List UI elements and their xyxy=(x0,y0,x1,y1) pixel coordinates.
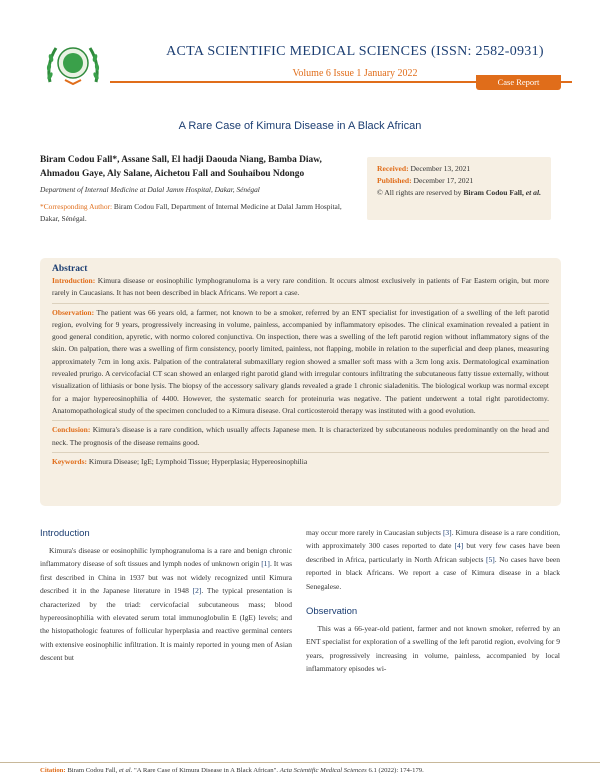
introduction-text xyxy=(40,544,292,665)
rights-prefix: © All rights are reserved by xyxy=(377,188,462,197)
citation-details: 6.1 (2022): 174-179. xyxy=(368,767,424,774)
article-type-badge: Case Report xyxy=(476,75,561,90)
keywords-label: Keywords: xyxy=(52,456,87,466)
abstract-conclusion-text: Kimura's disease is a rare condition, which usually affects Japanese men. It is characterized by subcutaneous nodules predominantly on the head and neck. The prognosis of the disease remains good. xyxy=(52,425,549,447)
introduction-continued xyxy=(306,526,560,593)
citation-label: Citation: xyxy=(40,767,66,774)
abstract-intro-text: Kimura disease or eosinophilic lymphogranuloma is a very rare condition. It occurs almost exclusively in patients of Far Eastern origin, but more rarely in Caucasians. It has not been described in black Africans. We report a case. xyxy=(52,276,549,298)
observation-text xyxy=(306,622,560,676)
citation-authors: Biram Codou Fall, xyxy=(67,767,118,774)
observation-sentence: This was a 66-year-old patient, farmer and not known smoker, referred by an ENT specialist for exploration of a swelling of the left parotid region, evolving for 9 years, progressively increasing in volume, painless, accompanied by local inflammatory episodes wi- xyxy=(306,624,561,674)
journal-logo-icon xyxy=(44,42,102,86)
abstract-observation xyxy=(52,307,549,418)
intro-sentence: but very few cases have been described in Africa, particularly in North African subjects xyxy=(306,541,561,564)
intro-sentence: . The typical presentation is characterized by the triad: cervicofacial subcutaneous mass; blood hypereosinophilia with elevated serum total immunoglobulin E (IgE) levels; and the histopathologic features of follicular hyperplasia and reactive germinal centers with extensive eosinophilic infiltration. It is mainly reported in young men of Asian descent but xyxy=(40,586,292,663)
abstract-divider xyxy=(52,452,549,453)
received-date: December 13, 2021 xyxy=(410,164,471,173)
citation-etal: et al. xyxy=(118,767,133,774)
intro-sentence: . It was first described in China in 1937 but was not widely recognized until Kimura described it in the Japanese literature in 1948 xyxy=(40,559,292,596)
issue-info: Volume 6 Issue 1 January 2022 xyxy=(292,68,418,79)
reference-link[interactable]: [1] xyxy=(261,559,270,569)
observation-heading: Observation xyxy=(306,606,358,617)
abstract-box xyxy=(40,258,561,506)
rights-line xyxy=(377,187,551,199)
keywords-text: Kimura Disease; IgE; Lymphoid Tissue; Hyperplasia; Hypereosinophilia xyxy=(88,456,308,466)
abstract-keywords xyxy=(52,456,549,468)
rights-holder: Biram Codou Fall, xyxy=(463,188,524,197)
abstract-obs-text: The patient was 66 years old, a farmer, not known to be a smoker, referred by an ENT specialist for investigation of a swelling of the left parotid region, evolving for 9 years, progressively increasing in volume, painless, accompanied by inflammatory episodes. The clinical examination revealed a patient in good general condition, apyretic, with normo colored conjunctiva. On inspection, there was a swelling of the left parotid region without inflammatory signs of the skin. On palpation, there was a swelling of firm consistency, poorly limited, painless, not flapping, mobile in relation to the superficial and deep planes, measuring approximately 7cm in long axis. Palpation of the contralateral submaxillary region showed a smaller soft mass with a 3cm long axis. Dermatological examination revealed prurigo. A cervicofacial CT scan showed an enlarged right parotid gland with irregular contours infiltrating the subcutaneous fatty tissue externally, without visualization of lithiasis or bone lysis. The biopsy of the accessory salivary glands revealed a grade 1 chronic sialadenitis. The biological workup was normal except for a major hypereosinophilia of 4400. However, the systematic search for proteinuria was negative. The patient underwent a total right parotidectomy. Anatomopathological study of the specimen concluded to a Kimura disease. Oral corticosteroid therapy was instituted with a good evolution. xyxy=(52,307,549,415)
intro-sentence: . Kimura disease is a rare condition, with approximately 300 cases reported to date xyxy=(306,528,561,551)
abstract-obs-label: Observation: xyxy=(52,307,95,317)
published-date: December 17, 2021 xyxy=(413,176,474,185)
citation-footer xyxy=(40,767,570,774)
introduction-heading: Introduction xyxy=(40,528,90,539)
journal-title: ACTA SCIENTIFIC MEDICAL SCIENCES (ISSN: 2582-0931) xyxy=(166,44,544,59)
abstract-introduction xyxy=(52,275,549,300)
rights-etal: et al. xyxy=(525,188,541,197)
published-line xyxy=(377,175,551,187)
received-label: Received: xyxy=(377,164,409,173)
dates-box xyxy=(367,157,551,220)
corresponding-text: Biram Codou Fall, Department of Internal Medicine at Dalal Jamm Hospital, Dakar, Sénégal. xyxy=(40,202,342,223)
footer-divider xyxy=(0,762,600,763)
published-label: Published: xyxy=(377,176,412,185)
affiliation: Department of Internal Medicine at Dalal Jamm Hospital, Dakar, Sénégal xyxy=(40,185,260,194)
abstract-divider xyxy=(52,303,549,304)
abstract-intro-label: Introduction: xyxy=(52,276,96,285)
corresponding-label: *Corresponding Author: xyxy=(40,202,113,211)
citation-title: "A Rare Case of Kimura Disease in A Black African". xyxy=(134,767,279,774)
author-list: Biram Codou Fall*, Assane Sall, El hadji Daouda Niang, Bamba Diaw, Ahmadou Gaye, Aly Salane, Aichetou Fall and Souhaibou Ndongo xyxy=(40,155,322,179)
reference-link[interactable]: [3] xyxy=(442,528,452,537)
reference-link[interactable]: [4] xyxy=(454,541,464,551)
abstract-heading: Abstract xyxy=(52,264,88,274)
abstract-conclusion-label: Conclusion: xyxy=(52,425,91,435)
received-line xyxy=(377,163,551,175)
citation-journal: Acta Scientific Medical Sciences xyxy=(279,767,367,774)
reference-link[interactable]: [5] xyxy=(485,554,495,564)
abstract-conclusion xyxy=(52,424,549,449)
corresponding-author xyxy=(40,201,360,225)
reference-link[interactable]: [2] xyxy=(192,586,202,596)
intro-sentence: Kimura's disease or eosinophilic lymphogranuloma is a rare and benign chronic inflammatory disease of soft tissues and lymph nodes of unknown origin xyxy=(40,546,293,569)
article-title: A Rare Case of Kimura Disease in A Black African xyxy=(178,120,422,132)
intro-sentence: . No cases have been reported in black Africans. We report a case of Kimura disease in a black Senegalese. xyxy=(306,554,561,591)
intro-sentence: may occur more rarely in Caucasian subjects xyxy=(306,528,441,537)
abstract-divider xyxy=(52,420,549,421)
